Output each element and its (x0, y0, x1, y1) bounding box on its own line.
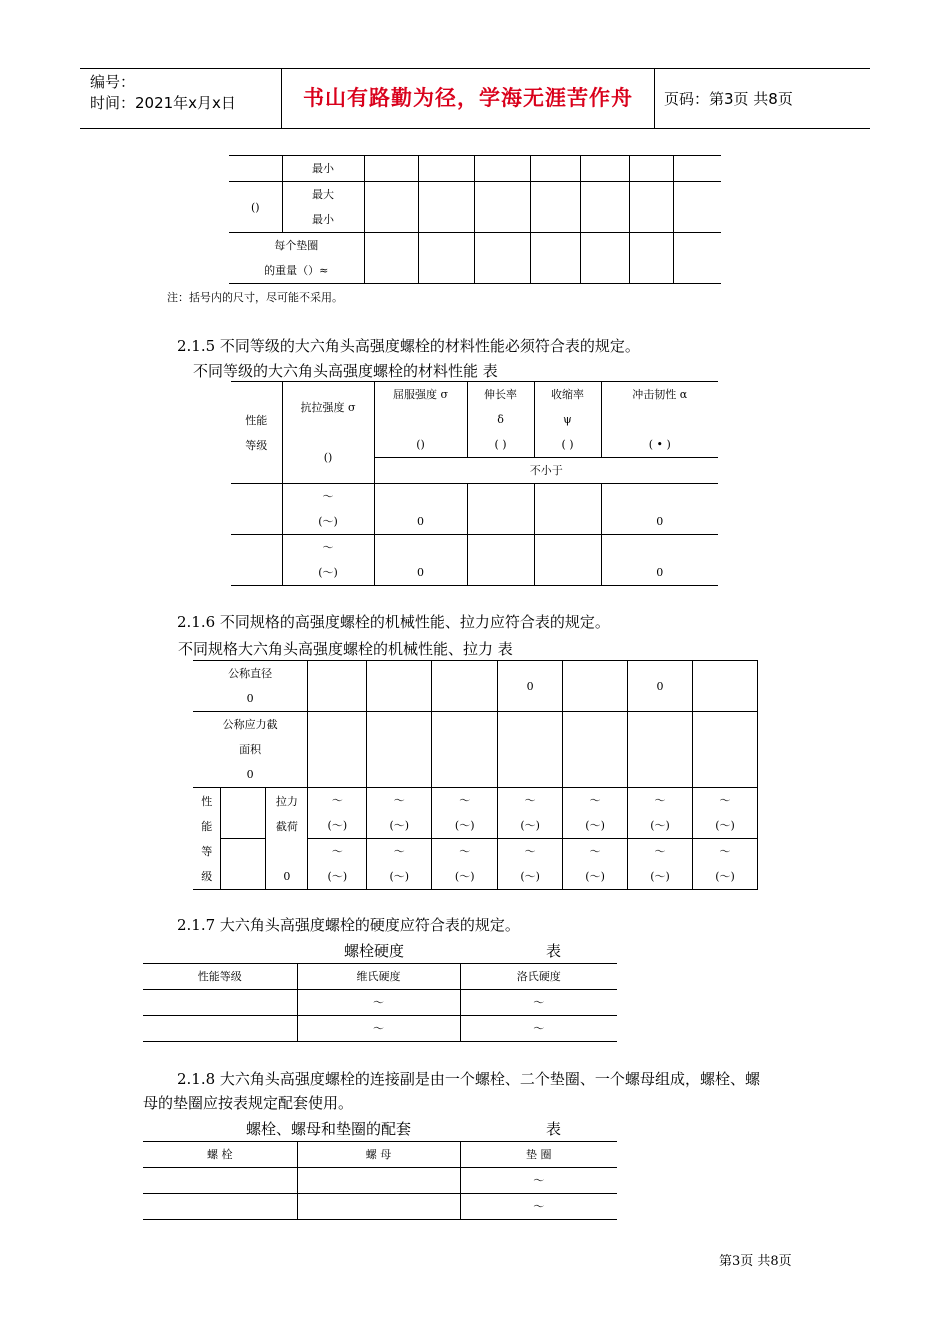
header-tensile: 抗拉强度 σ () (282, 382, 374, 484)
header-performance-grade: 性 能 等 级 (193, 788, 221, 890)
load-value: ～ (～) (308, 839, 367, 890)
diameter-cell: 0 (498, 661, 563, 712)
load-value: ～ (～) (628, 788, 693, 839)
section-2-1-7-caption: 螺栓硬度 (344, 942, 405, 960)
load-value: ～ (～) (692, 839, 757, 890)
header-top-rule (80, 68, 870, 69)
header-motto: 书山有路勤为径，学海无涯苦作舟 (303, 86, 633, 110)
section-2-1-8-caption: 螺栓、螺母和垫圈的配套 (246, 1120, 412, 1138)
load-value: ～ (～) (498, 839, 563, 890)
tensile-value: ～ (～) (282, 535, 374, 586)
diameter-cell: 0 (628, 661, 693, 712)
load-value: ～ (～) (628, 839, 693, 890)
washer-table (229, 155, 721, 284)
header-not-less-than: 不小于 (374, 458, 718, 484)
load-value: ～ (～) (563, 839, 628, 890)
section-2-1-8-text-1: 2.1.8 大六角头高强度螺栓的连接副是由一个螺栓、二个垫圈、一个螺母组成，螺栓、螺 (177, 1070, 760, 1088)
footer-page-number: 第3页 共8页 (719, 1254, 792, 1269)
header-stress-area: 公称应力截 面积 0 (193, 712, 308, 788)
section-2-1-8-caption-tag: 表 (546, 1120, 562, 1138)
load-value: ～ (～) (498, 788, 563, 839)
header-grade: 性能 等级 (231, 382, 282, 484)
section-2-1-8-text-2: 母的垫圈应按表规定配套使用。 (143, 1094, 354, 1112)
header-bottom-rule (80, 128, 870, 129)
washer-value: ～ (460, 1168, 617, 1194)
yield-value: 0 (374, 535, 467, 586)
section-2-1-7-caption-tag: 表 (546, 942, 562, 960)
impact-value: 0 (601, 535, 718, 586)
diameter-cell (692, 661, 757, 712)
header-elongation: 伸长率 δ ( ) (467, 382, 534, 458)
header-page-number: 页码：第3页 共8页 (664, 90, 793, 108)
diameter-cell (367, 661, 432, 712)
table-note: 注：括号内的尺寸，尽可能不采用。 (167, 291, 343, 304)
row-label: 最大 最小 (282, 182, 364, 233)
vickers-value: ～ (297, 990, 460, 1016)
header-grade: 性能等级 (143, 964, 297, 990)
washer-value: ～ (460, 1194, 617, 1220)
load-value: ～ (～) (367, 839, 432, 890)
hardness-table (143, 963, 617, 1042)
mechanical-properties-table (193, 660, 758, 890)
yield-value: 0 (374, 484, 467, 535)
row-label: 最小 (282, 156, 364, 182)
header-nominal-diameter: 公称直径 0 (193, 661, 308, 712)
rockwell-value: ～ (460, 1016, 617, 1042)
header-divider (654, 68, 655, 129)
assembly-table (143, 1141, 617, 1220)
header-yield: 屈服强度 σ () (374, 382, 467, 458)
section-2-1-7-text: 2.1.7 大六角头高强度螺栓的硬度应符合表的规定。 (177, 916, 520, 934)
row-label: () (229, 182, 282, 233)
load-value: ～ (～) (308, 788, 367, 839)
header-shrinkage: 收缩率 ψ ( ) (534, 382, 601, 458)
load-value: ～ (～) (563, 788, 628, 839)
section-2-1-5-caption: 不同等级的大六角头高强度螺栓的材料性能 表 (193, 362, 498, 380)
load-value: ～ (～) (432, 839, 498, 890)
header-rockwell: 洛氏硬度 (460, 964, 617, 990)
load-value: ～ (～) (367, 788, 432, 839)
header-impact: 冲击韧性 α ( • ) (601, 382, 718, 458)
serial-label: 编号： (90, 73, 136, 91)
tensile-value: ～ (～) (282, 484, 374, 535)
time-label: 时间：2021年x月x日 (90, 94, 236, 112)
impact-value: 0 (601, 484, 718, 535)
material-properties-table (231, 381, 718, 586)
header-nut: 螺 母 (297, 1142, 460, 1168)
load-value: ～ (～) (692, 788, 757, 839)
rockwell-value: ～ (460, 990, 617, 1016)
section-2-1-6-caption: 不同规格大六角头高强度螺栓的机械性能、拉力 表 (178, 640, 513, 658)
weight-label: 每个垫圈 的重量（）≈ (229, 233, 364, 284)
header-bolt: 螺 栓 (143, 1142, 297, 1168)
header-vickers: 维氏硬度 (297, 964, 460, 990)
header-tensile-load: 拉力 截荷 0 (266, 788, 308, 890)
diameter-cell (308, 661, 367, 712)
section-2-1-6-text: 2.1.6 不同规格的高强度螺栓的机械性能、拉力应符合表的规定。 (177, 613, 610, 631)
header-meta (90, 72, 236, 114)
diameter-cell (432, 661, 498, 712)
diameter-cell (563, 661, 628, 712)
load-value: ～ (～) (432, 788, 498, 839)
vickers-value: ～ (297, 1016, 460, 1042)
header-washer: 垫 圈 (460, 1142, 617, 1168)
section-2-1-5-text: 2.1.5 不同等级的大六角头高强度螺栓的材料性能必须符合表的规定。 (177, 337, 640, 355)
